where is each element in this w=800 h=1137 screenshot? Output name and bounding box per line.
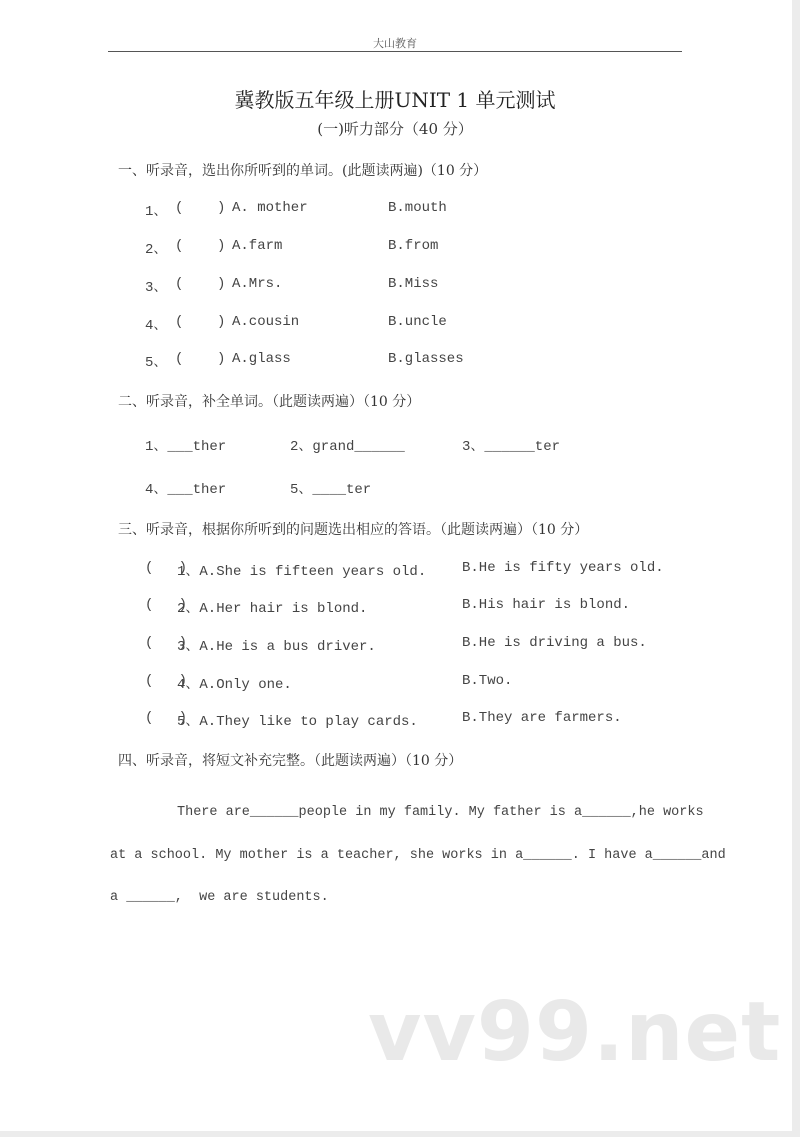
passage-line-1: There are______people in my family. My father is a______,he works <box>177 805 704 820</box>
q3-item-1-b: B.He is fifty years old. <box>462 560 664 576</box>
q1-item-2-b: B.from <box>388 238 439 254</box>
q1-item-5-b: B.glasses <box>388 351 464 367</box>
q1-item-4-paren: ( ) <box>175 314 226 330</box>
page-subtitle: (一)听力部分（40 分） <box>317 120 473 138</box>
q3-item-4-paren: ( ) <box>145 673 188 689</box>
q3-item-2-a: 2、A.Her hair is blond. <box>177 601 368 617</box>
q1-item-2-a: A.farm <box>232 238 283 254</box>
q1-item-5-a: A.glass <box>232 351 291 367</box>
q3-item-5-a: 5、A.They like to play cards. <box>177 714 418 730</box>
q3-item-4-a: 4、A.Only one. <box>177 677 292 693</box>
watermark: vv99.net <box>368 985 782 1080</box>
q1-item-4-num: 4、 <box>145 318 168 334</box>
passage-line-2: at a school. My mother is a teacher, she works in a______. I have a______and <box>110 848 726 863</box>
q3-item-4-b: B.Two. <box>462 673 513 689</box>
q1-item-3-num: 3、 <box>145 280 168 296</box>
q3-item-5-b: B.They are farmers. <box>462 710 622 726</box>
page-title: 冀教版五年级上册UNIT 1 单元测试 <box>234 88 556 112</box>
q1-item-4-b: B.uncle <box>388 314 447 330</box>
q1-item-1-b: B.mouth <box>388 200 447 216</box>
q1-item-2-paren: ( ) <box>175 238 226 254</box>
q1-item-1-a: A. mother <box>232 200 308 216</box>
q1-item-3-b: B.Miss <box>388 276 439 292</box>
q3-item-1-paren: ( ) <box>145 560 188 576</box>
section-3-heading: 三、听录音，根据你所听到的问题选出相应的答语。（此题读两遍）（10 分） <box>118 522 589 538</box>
fill-item-3: 3、______ter <box>462 439 561 455</box>
page-edge-bottom <box>0 1131 800 1137</box>
q1-item-1-num: 1、 <box>145 204 168 220</box>
passage-line-3: a ______, we are students. <box>110 890 329 905</box>
section-4-heading: 四、听录音，将短文补充完整。（此题读两遍）（10 分） <box>118 753 463 769</box>
q3-item-5-paren: ( ) <box>145 710 188 726</box>
q1-item-1-paren: ( ) <box>175 200 226 216</box>
q1-item-3-paren: ( ) <box>175 276 226 292</box>
q1-item-5-num: 5、 <box>145 355 168 371</box>
q3-item-3-b: B.He is driving a bus. <box>462 635 647 651</box>
q3-item-2-b: B.His hair is blond. <box>462 597 631 613</box>
section-1-heading: 一、听录音，选出你所听到的单词。(此题读两遍)（10 分） <box>118 163 488 179</box>
q3-item-1-a: 1、A.She is fifteen years old. <box>177 564 427 580</box>
q3-item-2-paren: ( ) <box>145 597 188 613</box>
fill-item-1: 1、___ther <box>145 439 227 455</box>
page-edge-right <box>792 0 800 1137</box>
q1-item-5-paren: ( ) <box>175 351 226 367</box>
fill-item-4: 4、___ther <box>145 482 227 498</box>
q3-item-3-a: 3、A.He is a bus driver. <box>177 639 376 655</box>
q1-item-4-a: A.cousin <box>232 314 300 330</box>
header-rule <box>108 51 682 52</box>
fill-item-2: 2、grand______ <box>290 439 405 455</box>
section-2-heading: 二、听录音，补全单词。（此题读两遍）（10 分） <box>118 394 421 410</box>
q3-item-3-paren: ( ) <box>145 635 188 651</box>
page-header: 大山教育 <box>373 37 417 50</box>
fill-item-5: 5、____ter <box>290 482 372 498</box>
q1-item-3-a: A.Mrs. <box>232 276 283 292</box>
q1-item-2-num: 2、 <box>145 242 168 258</box>
